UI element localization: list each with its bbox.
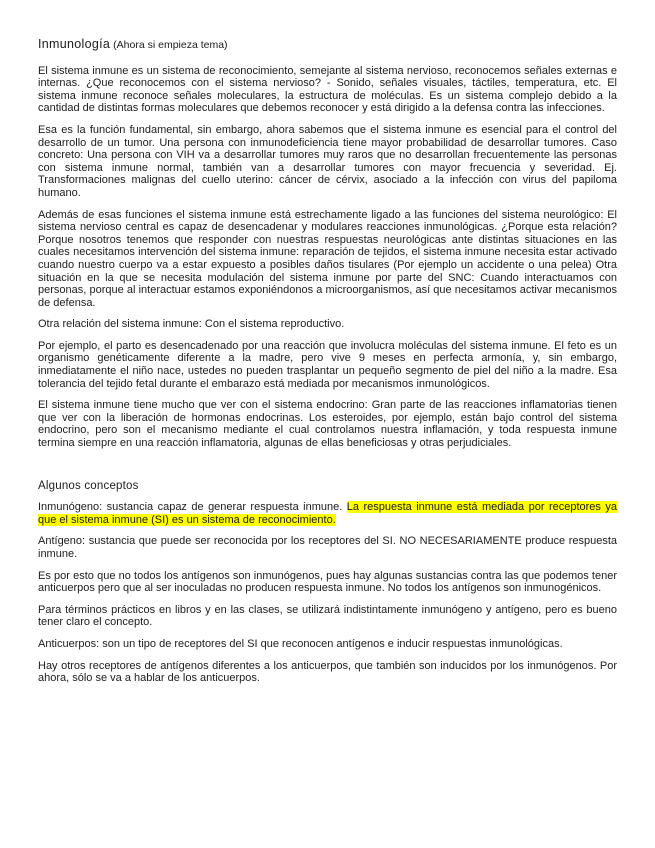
paragraph-immunogen (38, 501, 617, 526)
paragraph-reproductive-link: Otra relación del sistema inmune: Con el sistema reproductivo. (38, 318, 345, 331)
immunogen-definition: Inmunógeno: sustancia capaz de generar respuesta inmune. (38, 501, 347, 514)
paragraph-tumor-control: Esa es la función fundamental, sin embargo, ahora sabemos que el sistema inmune es esencial para el control del desarrollo de un tumor. Una persona con inmunodeficiencia tiene mayor probabilidad de desarrollar tumores. Caso concreto: Una persona con VIH va a desarrollar tumores muy raros que no desarrollan frecuentemente las personas con sistema inmune normal, también van a desarrollar tumores con mayor frecuencia y severidad. Ej. Transformaciones malignas del cuello uterino: cáncer de cérvix, asociado a la infección con virus del papiloma humano. (38, 123, 617, 199)
paragraph-antibodies: Anticuerpos: son un tipo de receptores del SI que reconocen antígenos e inducir respuestas inmunológicas. (38, 637, 563, 650)
paragraph-antigen: Antígeno: sustancia que puede ser reconocida por los receptores del SI. NO NECESARIAMENTE produce respuesta inmune. (38, 535, 617, 560)
paragraph-neurological-link: Además de esas funciones el sistema inmune está estrechamente ligado a las funciones del sistema neurológico: El sistema nervioso central es capaz de desencadenar y modulares reacciones inmunológicas. ¿Porque esta relación? Porque nosotros tenemos que responder con nuestras respuestas neurológicas ante distintas situaciones en las cuales necesitamos intervención del sistema inmune: reparación de tejidos, el sistema inmune necesita estar activado cuando nuestro cuerpo va a estar expuesto a posibles daños tisulares (Por ejemplo un accidente o una pelea) Otra situación en la que se necesita modulación del sistema inmune por parte del SNC: Cuando interactuamos con personas, porque al interactuar estamos exponiéndonos a microorganismos, así que necesitamos activar mecanismos de defensa. (38, 208, 617, 309)
paragraph-other-receptors: Hay otros receptores de antígenos diferentes a los anticuerpos, que también son inducidos por los inmunógenos. Por ahora, sólo se va a hablar de los anticuerpos. (38, 659, 617, 685)
paragraph-endocrine-link: El sistema inmune tiene mucho que ver con el sistema endocrino: Gran parte de las reacciones inflamatorias tienen que ver con la liberación de hormonas endocrinas. Los esteroides, por ejemplo, están bajo control del sistema endocrino, pero son el mecanismo mediante el cual controlamos nuestra inflamación, y toda respuesta inmune termina siempre en una reacción inflamatoria, algunas de ellas beneficiosas y otras perjudiciales. (38, 399, 617, 450)
concepts-heading: Algunos conceptos (38, 479, 139, 492)
paragraph-pregnancy-example: Por ejemplo, el parto es desencadenado por una reacción que involucra moléculas del sistema inmune. El feto es un organismo genéticamente diferente a la madre, pero vive 9 meses en perfecta armonía, y, sin embargo, inmediatamente el niño nace, ustedes no pueden trasplantar un pequeño segmento de piel del niño a la madre. Esa tolerancia del tejido fetal durante el embarazo está mediada por mecanismos inmunológicos. (38, 339, 617, 390)
paragraph-antigen-note: Es por esto que no todos los antígenos son inmunógenos, pues hay algunas sustancias contra las que podemos tener anticuerpos pero que al ser inoculadas no producen respuesta inmune. No todos los antígenos son inmunogénicos. (38, 569, 617, 595)
paragraph-terminology: Para términos prácticos en libros y en las clases, se utilizará indistintamente inmunógeno y antígeno, pero es bueno tener claro el concepto. (38, 603, 617, 629)
section-spacer (38, 459, 617, 480)
highlighted-text: La respuesta inmune está mediada por receptores ya que el sistema inmune (SI) es un sistema de reconocimiento. (38, 501, 617, 526)
document-page (38, 33, 617, 694)
title-subtitle: (Ahora si empieza tema) (113, 39, 228, 51)
title-main: Inmunología (38, 37, 111, 51)
document-title (38, 38, 617, 52)
paragraph-intro-recognition: El sistema inmune es un sistema de reconocimiento, semejante al sistema nervioso, reconocemos señales externas e internas. ¿Que reconocemos con el sistema nervioso? - Sonido, señales visuales, táctiles, temperatura, etc. El sistema inmune reconoce señales moleculares, la estructura de moléculas. Es un sistema complejo debido a la cantidad de distintas formas moleculares que debemos reconocer y está dirigido a la defensa contra las infecciones. (38, 64, 617, 115)
